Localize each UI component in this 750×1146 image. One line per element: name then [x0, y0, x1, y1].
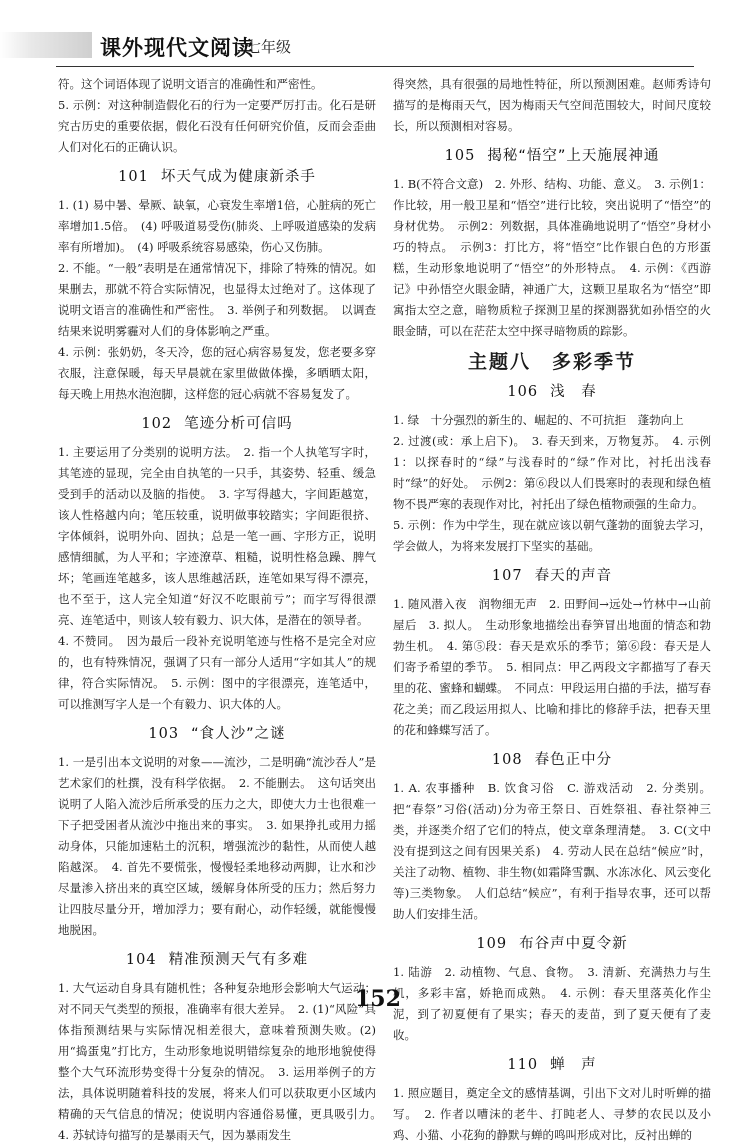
answer-paragraph: 5. 示例：对这种制造假化石的行为一定要严厉打击。化石是研究古历史的重要依据，假化石没有任何研究价值，反而会歪曲人们对化石的正确认识。 — [58, 98, 376, 154]
answer-paragraph: 5. 示例：作为中学生，现在就应该以朝气蓬勃的面貌去学习，学会做人，为将来发展打下坚实的基础。 — [393, 518, 711, 553]
section-heading — [58, 950, 376, 971]
answer-paragraph: 1. A. 农事播种 B. 饮食习俗 C. 游戏活动 2. 分类别。把“春祭”习俗(活动)分为帝王祭日、百姓祭祖、春社祭神三类，并逐类介绍了它们的特点，使文章条理清楚。 3. C(文中没有提到这之间有因果关系) 4. 劳动人民在总结“候应”时，关注了动物、植物、非生物(如霜降雪飘、水冻冰化、风云变化等)三类物象。 人们总结“候应”，有利于指导农事，还可以帮助人们安排生活。 — [393, 781, 711, 921]
section-number: 105 — [444, 148, 476, 164]
section-title: 蝉 声 — [550, 1057, 597, 1073]
page-header — [0, 0, 750, 72]
book-title: 课外现代文阅读 — [100, 36, 254, 60]
answer-paragraph: 1. 大气运动自身具有随机性；各种复杂地形会影响大气运动；对不同天气类型的预报，准确率有很大差异。 2. (1)“风险”具体指预测结果与实际情况相差很大，意味着预测失败。(2) 用“捣蛋鬼”打比方，生动形象地说明错综复杂的地形地貌使得整个大气环流形势变得十分复杂的情况。 3. 运用举例子的方法，具体说明随着科技的发展，将来人们可以获取更小区域内精确的天气信息的情况；使说明内容通俗易懂，更具吸引力。 4. 苏轼诗句描写的是暴雨天气，因为暴雨发生 — [58, 981, 388, 1142]
section-heading — [393, 382, 711, 403]
section-title: 揭秘“悟空”上天施展神通 — [487, 148, 660, 164]
section-number: 109 — [476, 936, 508, 952]
section-heading — [393, 146, 711, 167]
page-number: 152 — [355, 986, 401, 1012]
section-heading — [393, 934, 711, 955]
section-title: 布谷声中夏令新 — [519, 936, 628, 952]
answer-paragraph: 2. 不能。“一般”表明是在通常情况下，排除了特殊的情况。如果删去，那就不符合实际情况，也显得太过绝对了。这体现了说明文语言的准确性和严密性。 3. 举例子和列数据。 以调查结果来说明雾霾对人们的身体影响之严重。 — [58, 261, 376, 338]
section-heading — [58, 414, 376, 435]
section-number: 107 — [491, 568, 523, 584]
answer-paragraph: 2. 过渡(或：承上启下)。 3. 春天到来，万物复苏。 4. 示例1：以探春时的“绿”与浅春时的“绿”作对比，衬托出浅春时“绿”的好处。 示例2：第⑥段以人们畏寒时的表现和绿色植物不畏严寒的表现作对比，衬托出了绿色植物顽强的生命力。 — [393, 434, 711, 511]
section-title: 春色正中分 — [534, 752, 613, 768]
section-heading — [58, 724, 376, 745]
section-title: 浅 春 — [550, 384, 597, 400]
header-decoration-bar — [0, 32, 92, 58]
answer-paragraph: 4. 示例：张奶奶，冬天冷，您的冠心病容易复发，您老要多穿衣服，注意保暖，每天早晨就在家里做做体操，多晒晒太阳，每天晚上用热水泡泡脚，这样您的冠心病就不容易复发了。 — [58, 345, 376, 401]
right-column — [393, 74, 711, 1146]
section-heading — [393, 1055, 711, 1076]
answer-paragraph: 1. 陆游 2. 动植物、气息、食物。 3. 清新、充满热力与生机，多彩丰富，娇艳而成熟。 4. 示例：春天里落英化作尘泥，到了初夏便有了果实；春天的麦苗，到了夏天便有了麦收。 — [393, 965, 711, 1042]
answer-paragraph: 1. 一是引出本文说明的对象——流沙，二是明确“流沙吞人”是艺术家们的杜撰，没有科学依据。 2. 不能删去。 这句话突出说明了人陷入流沙后所承受的压力之大，即使大力士也很难一下子把受困者从流沙中拖出来的事实。 3. 如果挣扎或用力摇动身体，只能加速粘土的沉积，增强流沙的黏性，从而使人越陷越深。 4. 首先不要慌张，慢慢轻柔地移动两脚，让水和沙尽量渗入挤出来的真空区域，缓解身体所受的压力；然后努力让四肢尽量分开，增加浮力；要有耐心，动作轻缓，就能慢慢地脱困。 — [58, 755, 376, 937]
answer-paragraph: 1. 随风潜入夜 润物细无声 2. 田野间→远处→竹林中→山前屋后 3. 拟人。 生动形象地描绘出春笋冒出地面的情态和勃勃生机。 4. 第⑤段：春天是欢乐的季节；第⑥段：春天是人们寄予希望的季节。 5. 相同点：甲乙两段文字都描写了春天里的花、蜜蜂和蝴蝶。 不同点：甲段运用白描的手法，描写春花之美；而乙段运用拟人、比喻和排比的修辞手法，把春天里的花和蜂蝶写活了。 — [393, 597, 711, 737]
section-number: 110 — [507, 1057, 539, 1073]
section-number: 103 — [148, 726, 180, 742]
header-divider — [56, 66, 694, 67]
section-title: 精准预测天气有多难 — [168, 952, 309, 968]
answer-paragraph: 1. 绿 十分强烈的新生的、崛起的、不可抗拒 蓬勃向上 — [393, 413, 684, 427]
answer-paragraph: 4. 不赞同。 因为最后一段补充说明笔迹与性格不是完全对应的，也有特殊情况，强调了只有一部分人适用“字如其人”的规律，符合实际情况。 5. 示例：图中的字很漂亮，连笔适中，可以推测写字人是一个有毅力、识大体的人。 — [58, 634, 376, 711]
answer-paragraph: 得突然，具有很强的局地性特征，所以预测困难。赵师秀诗句描写的是梅雨天气，因为梅雨天气空间范围较大，时间尺度较长，所以预测相对容易。 — [393, 77, 711, 133]
section-number: 106 — [507, 384, 539, 400]
answer-paragraph: 1. B(不符合文意) 2. 外形、结构、功能、意义。 3. 示例1：作比较，用一般卫星和“悟空”进行比较，突出说明了“悟空”的身材优势。 示例2：列数据，具体准确地说明了“悟空”身材小巧的特点。 示例3：打比方，将“悟空”比作银白色的方形蛋糕，生动形象地说明了“悟空”的外形特点。 4. 示例：《西游记》中孙悟空火眼金睛，神通广大，这颗卫星取名为“悟空”即寓指太空之意，暗物质粒子探测卫星的探测器犹如孙悟空的火眼金睛，可以在茫茫太空中探寻暗物质的踪影。 — [393, 177, 711, 338]
answer-paragraph: 符。这个词语体现了说明文语言的准确性和严密性。 — [58, 77, 323, 91]
section-title: “食人沙”之谜 — [191, 726, 286, 742]
section-heading — [393, 750, 711, 771]
section-number: 102 — [141, 416, 173, 432]
section-title: 春天的声音 — [534, 568, 613, 584]
section-number: 101 — [118, 169, 149, 185]
section-heading — [393, 566, 711, 587]
answer-paragraph: 1. (1) 易中暑、晕厥、缺氧，心衰发生率增1倍，心脏病的死亡率增加1.5倍。 (4) 呼吸道易受伤(肺炎、上呼吸道感染的发病率有所增加)。 (4) 呼吸系统容易感染，伤心又伤肺。 — [58, 198, 376, 254]
section-title: 坏天气成为健康新杀手 — [160, 169, 316, 185]
section-title: 笔迹分析可信吗 — [184, 416, 293, 432]
section-heading — [58, 167, 376, 188]
answer-paragraph: 1. 主要运用了分类别的说明方法。 2. 指一个人执笔写字时，其笔迹的显现，完全由自执笔的一只手，其姿势、轻重、缓急受到手的活动以及脑的指使。 3. 字写得越大，字间距越宽，该人性格越内向；笔压较重，说明做事较踏实；字间距很挤、字体倾斜，说明外向、固执；总是一笔一画、字形方正，说明感情细腻，为人平和；字迹潦草、粗糙，说明性格急躁、脾气坏；笔画连笔越多，该人思维越活跃，连笔如果写得不漂亮，也不至于，这人完全知道“好汉不吃眼前亏”；而字写得很漂亮、连笔适中，则该人较有毅力、识大体，是潜在的领导者。 — [58, 445, 376, 627]
grade-label: 七年级 — [246, 38, 292, 56]
answer-paragraph: 1. 照应题目，奠定全文的感情基调，引出下文对儿时听蝉的描写。 2. 作者以嘈沫的老牛、打盹老人、寻梦的农民以及小鸡、小猫、小花狗的静默与蝉的鸣叫形成对比，反衬出蝉的 — [393, 1086, 711, 1142]
section-number: 104 — [125, 952, 157, 968]
theme-heading: 主题八 多彩季节 — [467, 351, 636, 373]
section-number: 108 — [491, 752, 523, 768]
